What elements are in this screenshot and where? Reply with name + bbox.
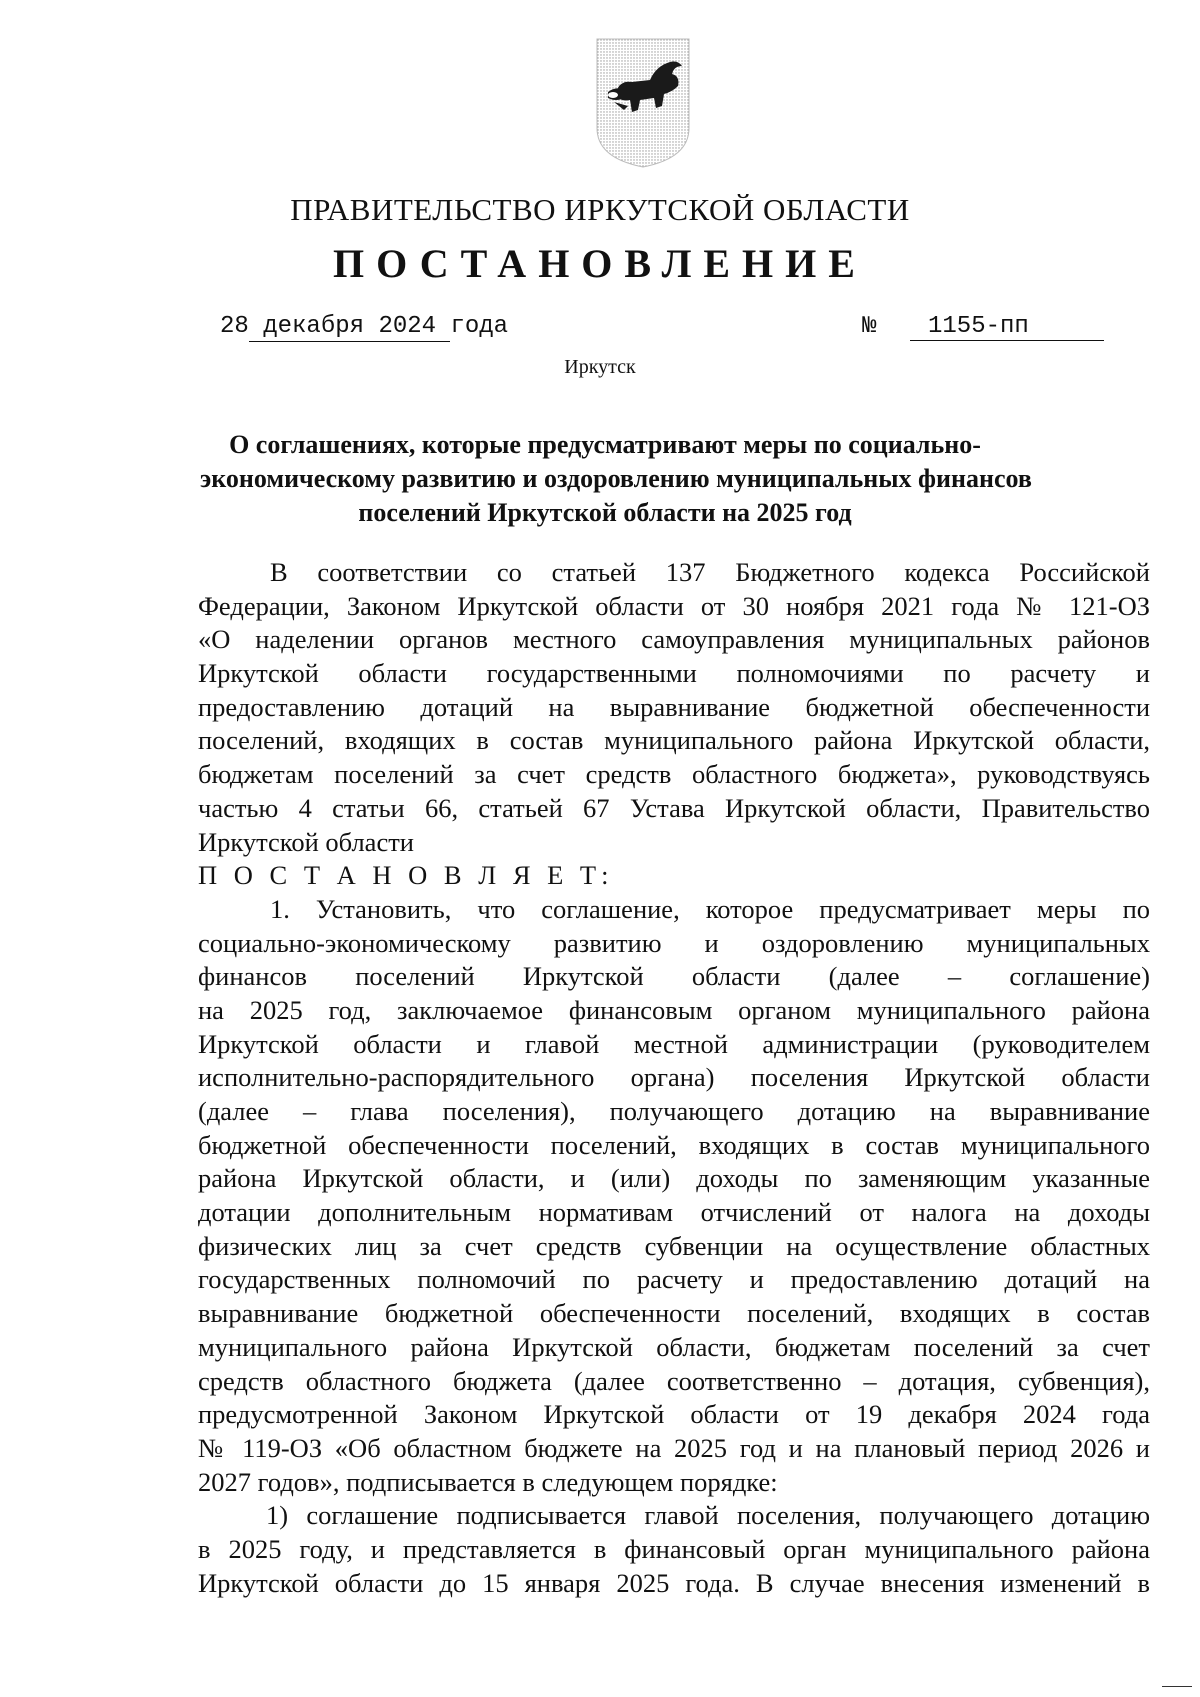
body-line: района Иркутской области, и (или) доходы по заменяющим указанные [198,1163,1150,1194]
body-line: Иркутской области государственными полномочиями по расчету и [198,658,1150,689]
body-line: бюджетам поселений за счет средств областного бюджета», руководствуясь [198,759,1150,790]
document-type-heading: ПОСТАНОВЛЕНИЕ [333,241,867,286]
body-line: государственных полномочий по расчету и предоставлению дотаций на [198,1264,1150,1295]
body-line: физических лиц за счет средств субвенции на осуществление областных [198,1230,1150,1261]
body-line: Иркутской области до 15 января 2025 года. В случае внесения изменений в [198,1567,1150,1598]
date-day: 28 [220,313,249,340]
date-suffix: года [450,313,509,340]
date-month-year: декабря 2024 [263,313,437,340]
government-name: ПРАВИТЕЛЬСТВО ИРКУТСКОЙ ОБЛАСТИ [290,192,910,227]
body-line: № 119-ОЗ «Об областном бюджете на 2025 год и на плановый период 2026 и [198,1432,1150,1463]
body-line: средств областного бюджета (далее соответственно – дотация, субвенция), [198,1365,1150,1396]
body-line: дотации дополнительным нормативам отчислений от налога на доходы [198,1197,1150,1228]
document-title [200,428,1032,530]
resolves-heading: П О С Т А Н О В Л Я Е Т: [198,860,614,891]
number-sign: № [862,313,877,340]
body-line: 2027 годов», подписывается в следующем порядке: [198,1466,778,1497]
body-line: частью 4 статьи 66, статьей 67 Устава Иркутской области, Правительство [198,792,1150,823]
coat-of-arms-icon [594,36,692,170]
city-name: Иркутск [564,356,636,378]
body-line: предоставлению дотаций на выравнивание бюджетной обеспеченности [198,691,1150,722]
document-date [220,313,508,340]
body-line: (далее – глава поселения), получающего дотацию на выравнивание [198,1096,1150,1126]
body-line: «О наделении органов местного самоуправления муниципальных районов [198,624,1150,655]
body-line: в 2025 году, и представляется в финансовый орган муниципального района [198,1533,1150,1564]
body-line: поселений, входящих в состав муниципального района Иркутской области, [198,725,1150,756]
body-line: бюджетной обеспеченности поселений, входящих в состав муниципального [198,1129,1150,1160]
document-number [862,313,1104,341]
body-line: В соответствии со статьей 137 Бюджетного кодекса Российской [270,557,1150,587]
body-line: 1. Установить, что соглашение, которое предусматривает меры по [270,893,1150,924]
body-line: социально-экономическому развитию и оздоровлению муниципальных [198,927,1150,958]
body-line: выравнивание бюджетной обеспеченности поселений, входящих в состав [198,1298,1150,1329]
body-line: муниципального района Иркутской области, бюджетам поселений за счет [198,1331,1150,1362]
body-line: исполнительно-распорядительного органа) поселения Иркутской области [198,1062,1150,1093]
title-line: экономическому развитию и оздоровлению муниципальных финансов [200,464,1032,493]
body-line: 1) соглашение подписывается главой поселения, получающего дотацию [266,1500,1150,1531]
body-line: Федерации, Законом Иркутской области от 30 ноября 2021 года № 121-ОЗ [198,590,1150,621]
body-line: Иркутской области [198,826,414,857]
scan-corner-mark [1162,1686,1192,1687]
body-line: финансов поселений Иркутской области (далее – соглашение) [198,961,1150,992]
document-body [198,556,1150,1600]
title-line: О соглашениях, которые предусматривают меры по социально- [229,430,981,459]
body-line: Иркутской области и главой местной администрации (руководителем [198,1028,1150,1059]
body-line: предусмотренной Законом Иркутской области от 19 декабря 2024 года [198,1399,1150,1430]
body-line: на 2025 год, заключаемое финансовым органом муниципального района [198,994,1150,1025]
number-value: 1155-пп [910,313,1104,341]
title-line: поселений Иркутской области на 2025 год [358,498,852,527]
